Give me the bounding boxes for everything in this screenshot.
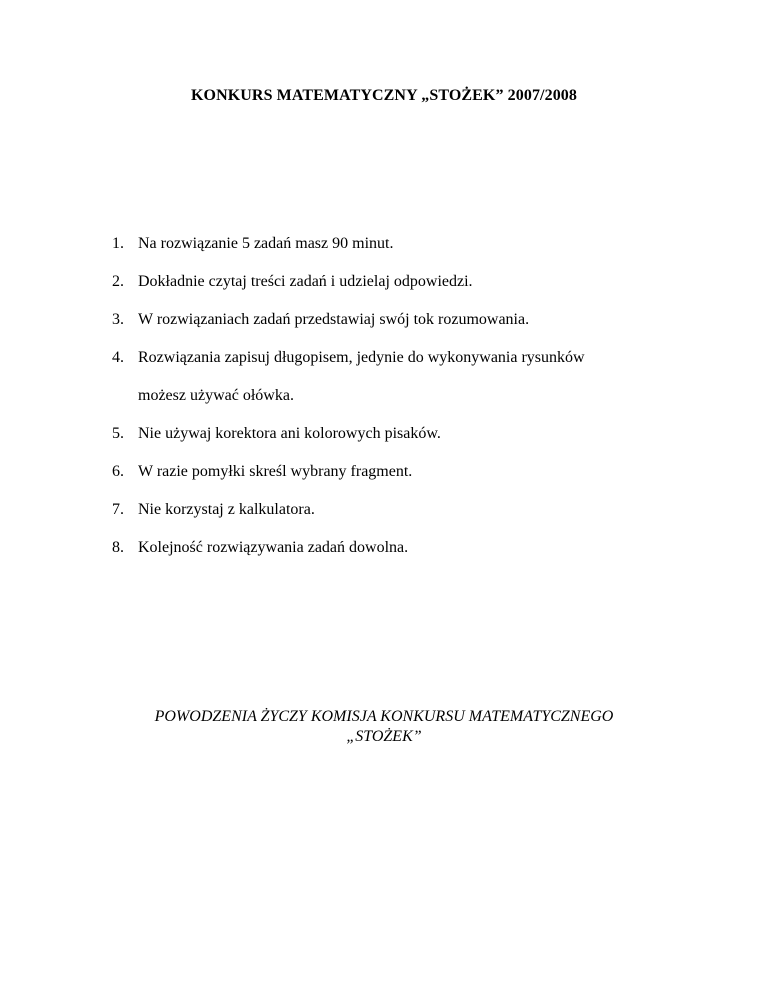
rule-text: Rozwiązania zapisuj długopisem, jedynie do wykonywania rysunków [138,349,585,366]
rule-number: 8. [112,539,124,556]
rule-text: W razie pomyłki skreśl wybrany fragment. [138,463,413,480]
rule-text: Nie korzystaj z kalkulatora. [138,501,315,518]
rule-number: 4. [112,349,124,366]
page-title: KONKURS MATEMATYCZNY „STOŻEK” 2007/2008 [190,87,577,104]
rules-list [112,231,672,573]
rule-item-4 [112,345,672,409]
rule-text: W rozwiązaniach zadań przedstawiaj swój tok rozumowania. [138,311,530,328]
rule-number: 6. [112,463,124,480]
rule-item-7 [112,497,672,523]
rule-number: 3. [112,311,124,328]
rule-number: 5. [112,425,124,442]
rule-text: Na rozwiązanie 5 zadań masz 90 minut. [138,235,394,252]
rule-item-1 [112,231,672,257]
closing-line-2: „STOŻEK” [346,728,422,745]
rule-number: 7. [112,501,124,518]
rule-item-2 [112,269,672,295]
closing-line-1: POWODZENIA ŻYCZY KOMISJA KONKURSU MATEMATYCZNEGO [154,708,614,725]
rule-item-5 [112,421,672,447]
closing-message [0,707,768,747]
rule-number: 1. [112,235,124,252]
rule-text-continuation: możesz używać ołówka. [138,387,294,404]
rule-item-6 [112,459,672,485]
rule-item-3 [112,307,672,333]
rule-text: Dokładnie czytaj treści zadań i udzielaj odpowiedzi. [138,273,473,290]
rule-text: Nie używaj korektora ani kolorowych pisaków. [138,425,441,442]
rule-item-8 [112,535,672,561]
rule-text: Kolejność rozwiązywania zadań dowolna. [138,539,409,556]
rule-number: 2. [112,273,124,290]
